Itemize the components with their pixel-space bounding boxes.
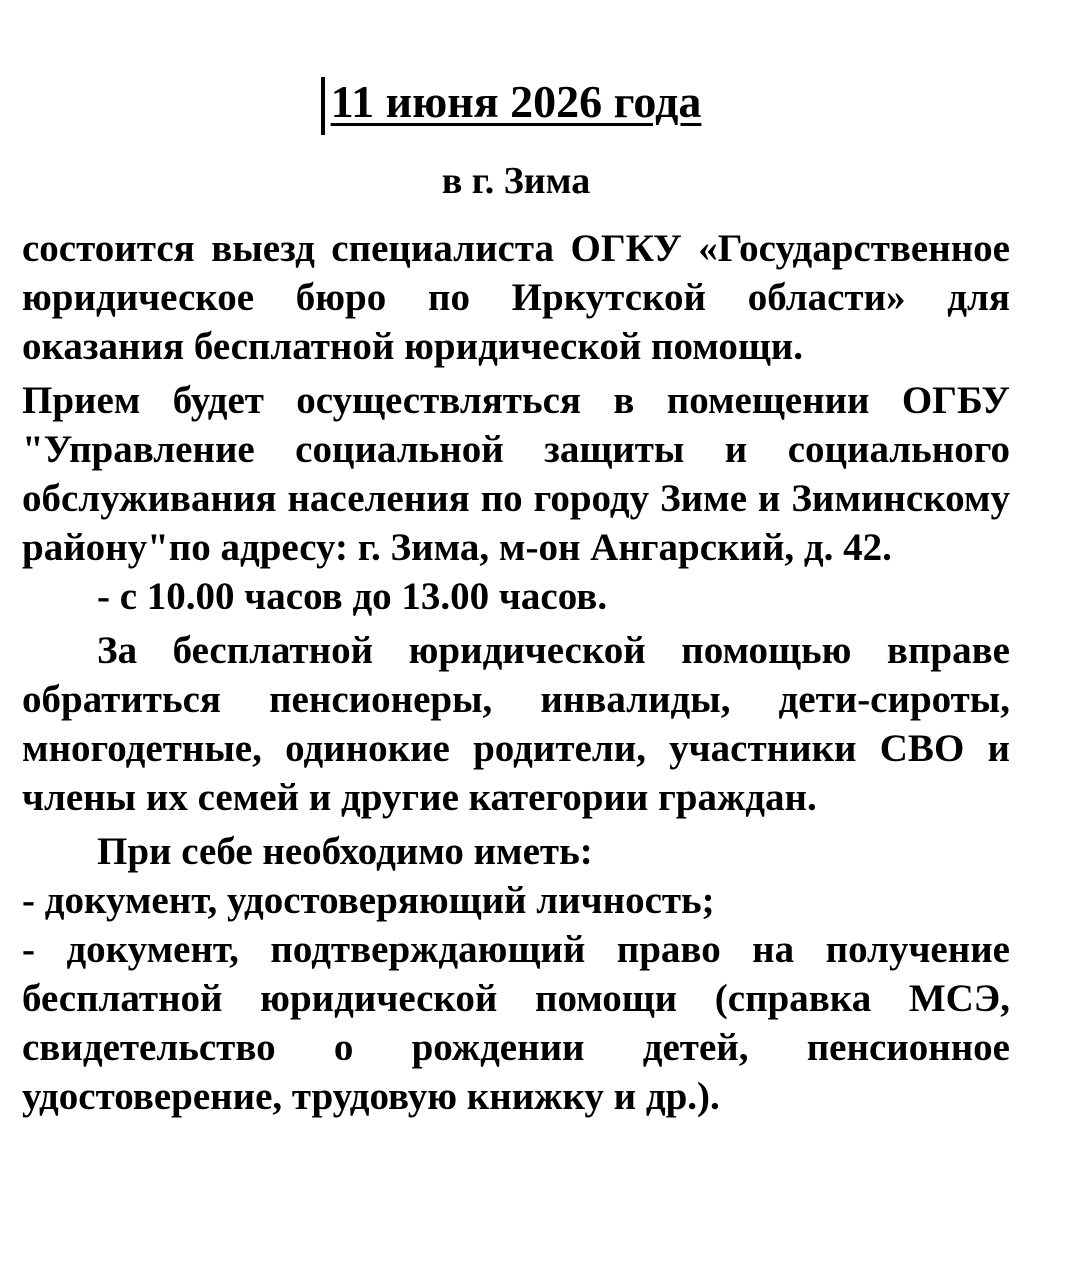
notice-body	[22, 224, 1010, 1121]
reception-hours: - с 10.00 часов до 13.00 часов.	[97, 575, 608, 618]
paragraph-eligible: За бесплатной юридической помощью вправе обратиться пенсионеры, инвалиды, дети-сироты, многодетные, одинокие родители, участники СВО и члены их семей и другие категории граждан.	[22, 629, 1010, 819]
paragraph-visit: состоится выезд специалиста ОГКУ «Государственное юридическое бюро по Иркутской области» для оказания бесплатной юридической помощи.	[22, 227, 1010, 368]
date-title-label: 11 июня 2026 года	[330, 76, 702, 127]
notice-date-title	[22, 72, 1010, 132]
notice-location: в г. Зима	[441, 160, 591, 202]
requirements-heading: При себе необходимо иметь:	[97, 830, 593, 873]
paragraph-reception: Прием будет осуществляться в помещении ОГБУ "Управление социальной защиты и социального обслуживания населения по городу Зиме и Зиминскому району"по адресу: г. Зима, м-он Ангарский, д. 42.	[22, 379, 1010, 569]
date-title-text	[331, 76, 702, 127]
requirement-item-proof: - документ, подтверждающий право на получение бесплатной юридической помощи (справка МСЭ, свидетельство о рождении детей, пенсионное удостоверение, трудовую книжку и др.).	[22, 928, 1010, 1118]
requirement-item-id: - документ, удостоверяющий личность;	[22, 879, 715, 922]
text-cursor	[321, 77, 325, 135]
